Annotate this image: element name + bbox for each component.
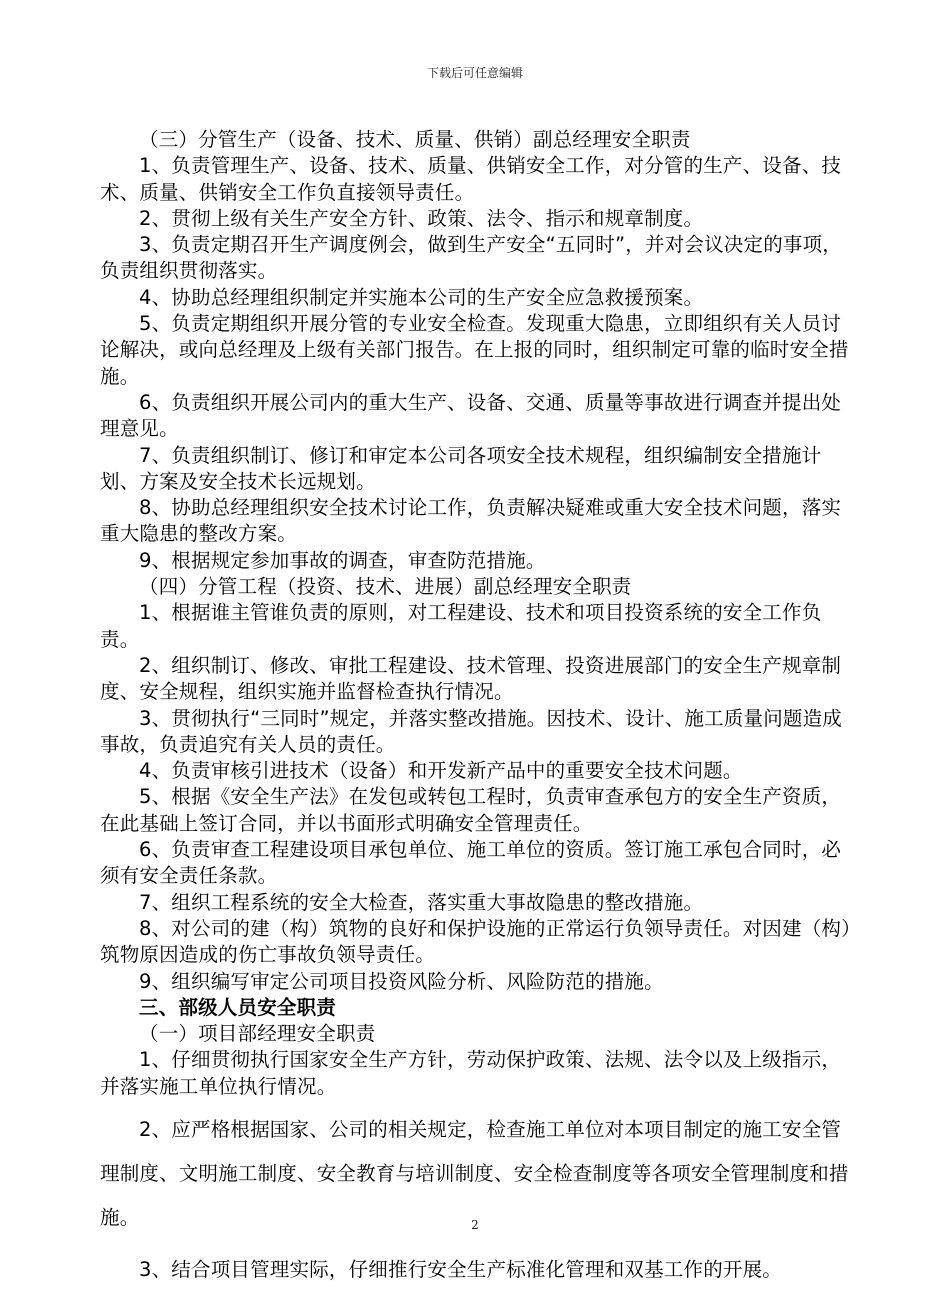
paragraph: 7、负责组织制订、修订和审定本公司各项安全技术规程，组织编制安全措施计划、方案及安全技术长远规划。 bbox=[100, 443, 822, 493]
paragraph: 9、根据规定参加事故的调查，审查防范措施。 bbox=[139, 548, 546, 572]
paragraph: 2、应严格根据国家、公司的相关规定，检查施工单位对本项目制定的施工安全管理制度、文明施工制度、安全教育与培训制度、安全检查制度等各项安全管理制度和措施。 bbox=[100, 1117, 849, 1229]
paragraph: 6、负责审查工程建设项目承包单位、施工单位的资质。签订施工承包合同时，必须有安全责任条款。 bbox=[100, 838, 842, 888]
paragraph: 3、负责定期召开生产调度例会，做到生产安全“五同时”，并对会议决定的事项，负责组织贯彻落实。 bbox=[100, 233, 843, 283]
section-heading: （一）项目部经理安全职责 bbox=[139, 1022, 376, 1046]
paragraph: 3、结合项目管理实际，仔细推行安全生产标准化管理和双基工作的开展。 bbox=[139, 1257, 783, 1281]
chapter-heading: 三、部级人员安全职责 bbox=[139, 995, 337, 1019]
paragraph: 5、根据《安全生产法》在发包或转包工程时，负责审查承包方的安全生产资质，在此基础上签订合同，并以书面形式明确安全管理责任。 bbox=[100, 785, 842, 835]
paragraph: 1、负责管理生产、设备、技术、质量、供销安全工作，对分管的生产、设备、技术、质量、供销安全工作负直接领导责任。 bbox=[100, 154, 842, 204]
paragraph: 4、协助总经理组织制定并实施本公司的生产安全应急救援预案。 bbox=[139, 285, 704, 309]
paragraph: 7、组织工程系统的安全大检查，落实重大事故隐患的整改措施。 bbox=[139, 890, 704, 914]
paragraph: 6、负责组织开展公司内的重大生产、设备、交通、质量等事故进行调查并提出处理意见。 bbox=[100, 390, 842, 441]
page-number: 2 bbox=[471, 1218, 479, 1232]
paragraph: 3、贯彻执行“三同时”规定，并落实整改措施。因技术、设计、施工质量问题造成事故，负责追究有关人员的责任。 bbox=[100, 706, 843, 756]
paragraph: 4、负责审核引进技术（设备）和开发新产品中的重要安全技术问题。 bbox=[139, 759, 743, 783]
section-heading: （四）分管工程（投资、技术、进展）副总经理安全职责 bbox=[139, 575, 632, 599]
paragraph: 1、根据谁主管谁负责的原则，对工程建设、技术和项目投资系统的安全工作负责。 bbox=[100, 601, 822, 651]
paragraph: 5、负责定期组织开展分管的专业安全检查。发现重大隐患，立即组织有关人员讨论解决，或向总经理及上级有关部门报告。在上报的同时，组织制定可靠的临时安全措施。 bbox=[100, 312, 849, 388]
paragraph: 2、组织制订、修改、审批工程建设、技术管理、投资进展部门的安全生产规章制度、安全规程，组织实施并监督检查执行情况。 bbox=[100, 653, 842, 704]
paragraph: 8、协助总经理组织安全技术讨论工作，负责解决疑难或重大安全技术问题，落实重大隐患的整改方案。 bbox=[100, 496, 842, 546]
paragraph: 1、仔细贯彻执行国家安全生产方针，劳动保护政策、法规、法令以及上级指示，并落实施工单位执行情况。 bbox=[100, 1048, 842, 1098]
paragraph: 9、组织编写审定公司项目投资风险分析、风险防范的措施。 bbox=[139, 969, 664, 993]
page-header: 下载后可任意编辑 bbox=[426, 66, 523, 80]
section-heading: （三）分管生产（设备、技术、质量、供销）副总经理安全职责 bbox=[139, 128, 691, 151]
document-body bbox=[100, 127, 856, 1292]
paragraph: 2、贯彻上级有关生产安全方针、政策、法令、指示和规章制度。 bbox=[139, 206, 704, 230]
paragraph: 8、对公司的建（构）筑物的良好和保护设施的正常运行负领导责任。对因建（构）筑物原因造成的伤亡事故负领导责任。 bbox=[100, 916, 852, 967]
